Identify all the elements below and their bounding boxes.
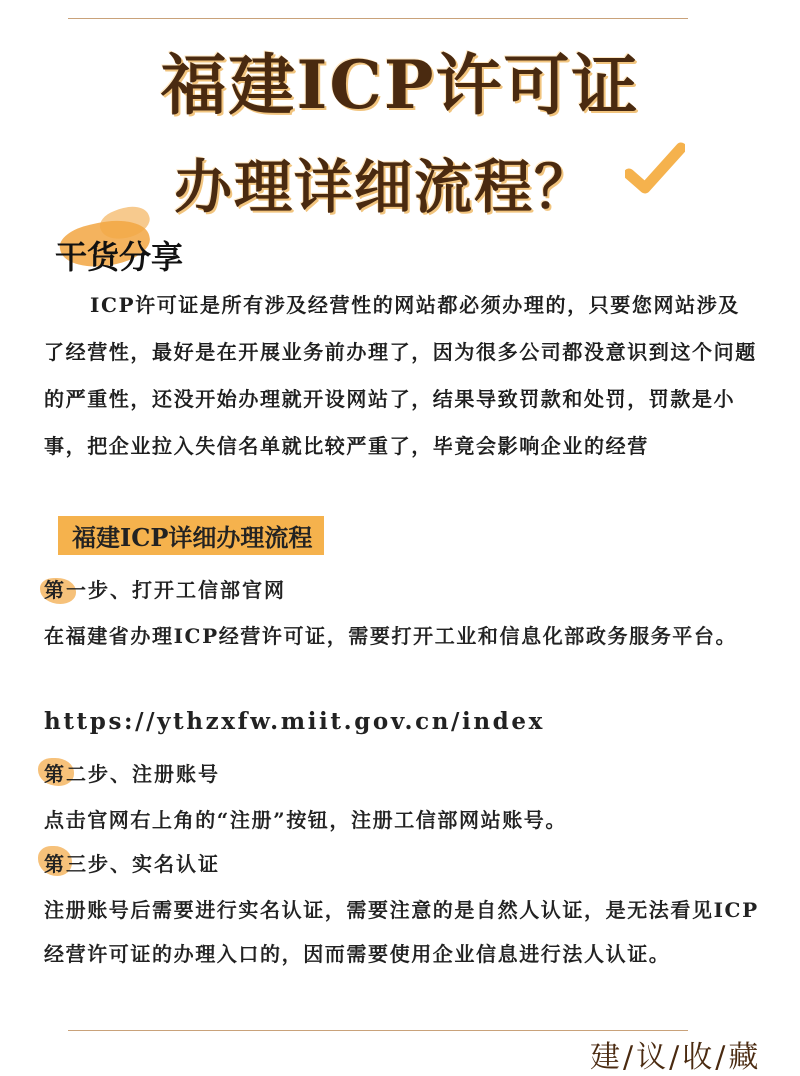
intro-text: ICP许可证是所有涉及经营性的网站都必须办理的，只要您网站涉及了经营性，最好是在开展业务前办理了，因为很多公司都没意识到这个问题的严重性，还没开始办理就开设网站了，结果导致罚款和处罚，罚款是小事，把企业拉入失信名单就比较严重了，毕竟会影响企业的经营: [44, 293, 757, 458]
save-reminder: 建/议/收/藏: [590, 1040, 762, 1075]
section-tag: 干货分享: [55, 238, 184, 276]
step2-text: 点击官网右上角的“注册”按钮，注册工信部网站账号。: [44, 808, 568, 832]
bottom-divider: [68, 1030, 688, 1031]
step1-title: 第一步、打开工信部官网: [44, 578, 286, 602]
top-divider: [68, 18, 688, 19]
checkmark-icon: [625, 140, 685, 200]
step1-url: https://ythzxfw.miit.gov.cn/index: [44, 708, 545, 735]
page-title-line2: 办理详细流程？: [173, 153, 594, 221]
step1-text: 在福建省办理ICP经营许可证，需要打开工业和信息化部政务服务平台。: [44, 624, 738, 648]
step3-title: 第三步、实名认证: [44, 852, 220, 876]
step2-title: 第二步、注册账号: [44, 762, 220, 786]
process-heading: 福建ICP详细办理流程: [58, 516, 324, 555]
page-title-line1: 福建ICP许可证: [160, 46, 640, 124]
intro-paragraph: [44, 282, 760, 470]
step3-text: 注册账号后需要进行实名认证，需要注意的是自然人认证，是无法看见ICP经营许可证的办理入口的，因而需要使用企业信息进行法人认证。: [44, 898, 759, 966]
